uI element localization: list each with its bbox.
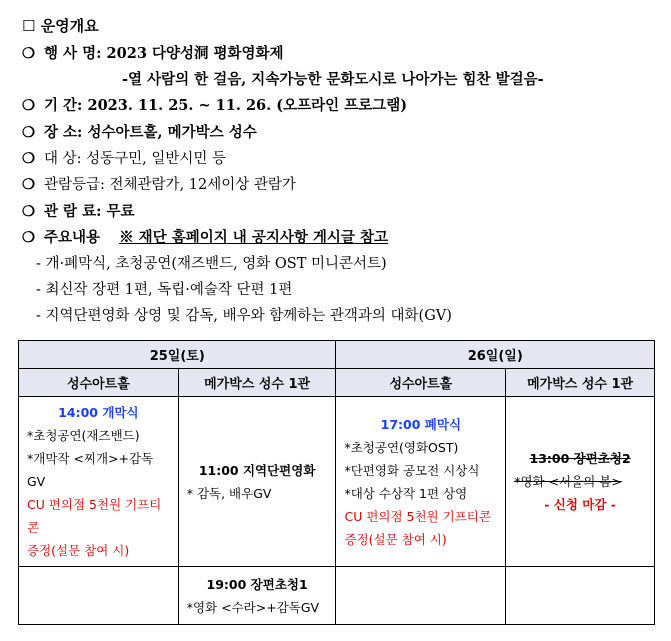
target-value: 성동구민, 일반시민 등 — [86, 151, 227, 167]
venue-value: 성수아트홀, 메가박스 성수 — [87, 124, 257, 141]
schedule-cell-local-short — [178, 397, 336, 567]
schedule-cell-empty — [336, 567, 506, 625]
cell-title: 19:00 장편초청1 — [206, 576, 308, 592]
cell-title: 14:00 개막식 — [58, 405, 139, 420]
period-value: 2023. 11. 25. ~ 11. 26. (오프라인 프로그램) — [87, 97, 408, 114]
fee-label: 관 람 료: — [44, 203, 102, 220]
content-item: - 최신작 장편 1편, 독립·예술작 단편 1편 — [36, 282, 293, 298]
day2-header: 26일(일) — [336, 341, 655, 369]
cell-line: *영화 <수라>+감독GV — [186, 599, 320, 615]
cell-line: *대상 수상작 1편 상영 — [344, 485, 468, 501]
venue-header: 성수아트홀 — [19, 369, 179, 397]
event-name-label: 행 사 명: — [44, 45, 102, 62]
rating-value: 전체관람가, 12세이상 관람가 — [109, 177, 296, 193]
bullet-icon: ❍ — [22, 97, 35, 114]
cell-note: CU 편의점 5천원 기프티콘 — [344, 508, 491, 524]
bullet-icon: ❍ — [22, 203, 35, 220]
schedule-cell-empty — [19, 567, 179, 625]
venue-row — [22, 123, 257, 143]
fee-value: 무료 — [106, 203, 135, 220]
cell-line: *영화 <서울의 봄> — [514, 474, 622, 489]
venue-header: 성수아트홀 — [336, 369, 506, 397]
bullet-icon: ❍ — [22, 150, 35, 167]
content-note: ※ 재단 홈페이지 내 공지사항 게시글 참고 — [119, 229, 388, 246]
fee-row — [22, 202, 135, 222]
schedule-cell-feature1 — [178, 567, 336, 625]
cell-line: * 감독, 배우GV — [186, 485, 272, 501]
event-name-value: 2023 다양성洞 평화영화제 — [106, 45, 284, 62]
section-title-text: 운영개요 — [40, 17, 99, 35]
venue-header: 메가박스 성수 1관 — [178, 369, 336, 397]
cell-title: 17:00 폐막식 — [380, 416, 462, 432]
cell-line: *개막작 <찌개>+감독GV — [27, 451, 154, 489]
event-name-row — [22, 44, 284, 64]
section-title — [22, 16, 99, 36]
schedule-cell-closing — [336, 397, 506, 567]
schedule-cell-empty — [506, 567, 655, 625]
schedule-table — [18, 340, 655, 625]
cell-title: 11:00 지역단편영화 — [198, 462, 316, 478]
target-label: 대 상: — [44, 151, 82, 167]
rating-label: 관람등급: — [44, 177, 105, 193]
cell-note: CU 편의점 5천원 기프티콘 — [27, 497, 162, 535]
day1-header: 25일(토) — [19, 341, 336, 369]
cell-line: *초청공연(재즈밴드) — [27, 428, 140, 443]
content-item: - 지역단편영화 상영 및 감독, 배우와 함께하는 관객과의 대화(GV) — [36, 308, 452, 324]
cell-line: *초청공연(영화OST) — [344, 439, 459, 455]
cell-title: 13:00 장편초청2 — [529, 451, 631, 466]
content-row — [22, 228, 388, 248]
schedule-cell-feature2 — [506, 397, 655, 567]
period-label: 기 간: — [44, 97, 83, 114]
period-row — [22, 96, 407, 116]
sold-out-badge: - 신청 마감 - — [544, 497, 616, 512]
cell-line: *단편영화 공모전 시상식 — [344, 462, 480, 478]
target-row — [22, 149, 226, 169]
bullet-icon: ❍ — [22, 45, 35, 62]
bullet-icon: ❍ — [22, 229, 35, 246]
venue-label: 장 소: — [44, 124, 83, 141]
event-slogan: -열 사람의 한 걸음, 지속가능한 문화도시로 나아가는 힘찬 발걸음- — [122, 71, 544, 88]
schedule-cell-opening — [19, 397, 179, 567]
cell-note: 증정(설문 참여 시) — [27, 543, 130, 558]
venue-header: 메가박스 성수 1관 — [506, 369, 655, 397]
rating-row — [22, 175, 296, 195]
content-item: - 개·폐막식, 초청공연(재즈밴드, 영화 OST 미니콘서트) — [36, 256, 387, 272]
content-label: 주요내용 — [44, 229, 101, 246]
bullet-icon: ❍ — [22, 176, 35, 193]
bullet-icon: ❍ — [22, 124, 35, 141]
checkbox-icon: ☐ — [22, 17, 36, 35]
cell-note: 증정(설문 참여 시) — [344, 531, 447, 547]
